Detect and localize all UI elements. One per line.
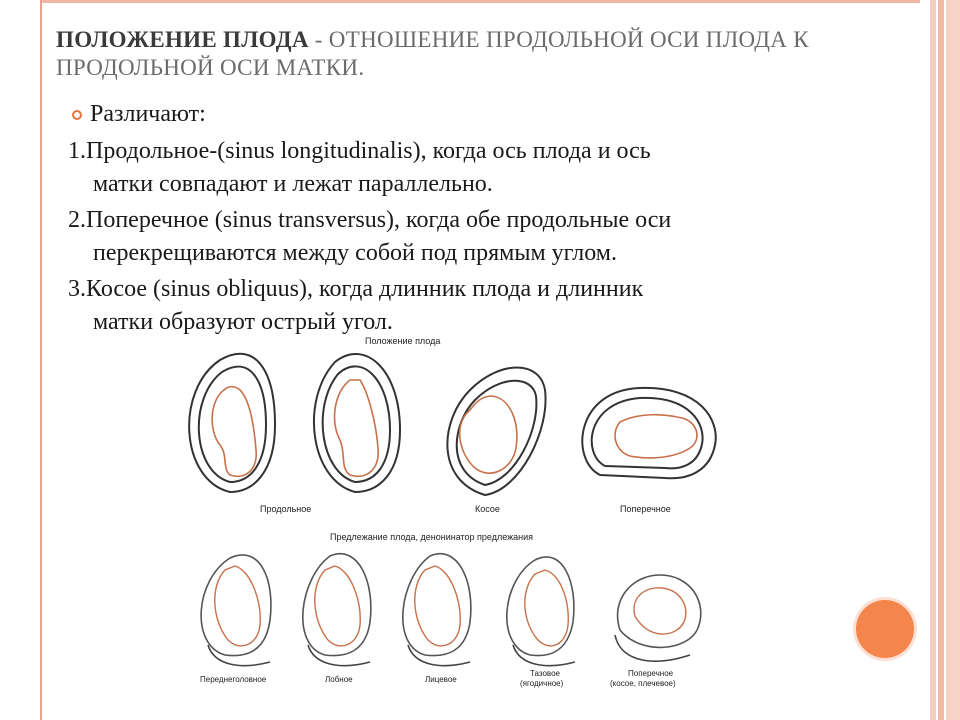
top-row-fetuses (212, 380, 697, 476)
label-breech: Тазовое (530, 669, 560, 678)
top-caption: Положение плода (365, 336, 441, 346)
title-bold: ПОЛОЖЕНИЕ ПЛОДА (56, 27, 309, 52)
bottom-row-fetuses (215, 566, 686, 646)
item-text: Продольное-(sinus longitudinalis), когда ось плода и ось (86, 138, 651, 164)
bottom-row-uterus (201, 554, 701, 656)
item-text: Поперечное (sinus transversus), когда обе продольные оси (86, 207, 672, 233)
decorative-stripe (930, 0, 936, 720)
fetal-position-illustration (170, 330, 730, 700)
item-continuation: матки образуют острый угол. (93, 309, 393, 335)
label-anterior-cephalic: Переднеголовное (200, 675, 267, 684)
label-face: Лицевое (425, 675, 457, 684)
label-transverse: Поперечное (620, 504, 671, 514)
decorative-stripe (938, 0, 944, 720)
decorative-stripe (946, 0, 960, 720)
item-continuation: матки совпадают и лежат параллельно. (93, 171, 493, 197)
item-number: 2. (68, 207, 86, 233)
accent-circle (856, 600, 914, 658)
label-longitudinal: Продольное (260, 504, 312, 514)
intro-bullet (68, 98, 828, 131)
slide-frame-top (40, 0, 920, 3)
list-item (68, 135, 828, 201)
item-number: 3. (68, 276, 86, 302)
bottom-row-labels (200, 669, 676, 688)
label-oblique: Косое (475, 504, 500, 514)
item-text: Косое (sinus obliquus), когда длинник плода и длинник (86, 276, 644, 302)
item-number: 1. (68, 138, 86, 164)
label-transverse-sub: (косое, плечевое) (610, 679, 676, 688)
title-rest: - ОТНОШЕНИЕ ПРОДОЛЬНОЙ ОСИ ПЛОДА К ПРОДОЛЬНОЙ ОСИ МАТКИ. (56, 27, 809, 80)
slide-body (68, 98, 828, 342)
pelvis-outlines (208, 635, 690, 666)
top-row-labels (260, 336, 671, 542)
fetal-position-figure (170, 330, 730, 700)
top-row-uterus (189, 354, 716, 495)
intro-text: Различают: (90, 101, 206, 127)
label-breech-sub: (ягодичное) (520, 679, 564, 688)
label-transverse-bottom: Поперечное (628, 669, 674, 678)
slide-title (56, 26, 816, 82)
bullet-dot-icon (72, 110, 82, 120)
item-continuation: перекрещиваются между собой под прямым углом. (93, 240, 617, 266)
label-brow: Лобное (325, 675, 353, 684)
list-item (68, 204, 828, 270)
slide-frame-left (40, 0, 42, 720)
bottom-caption: Предлежание плода, денонинатор предлежания (330, 532, 534, 542)
